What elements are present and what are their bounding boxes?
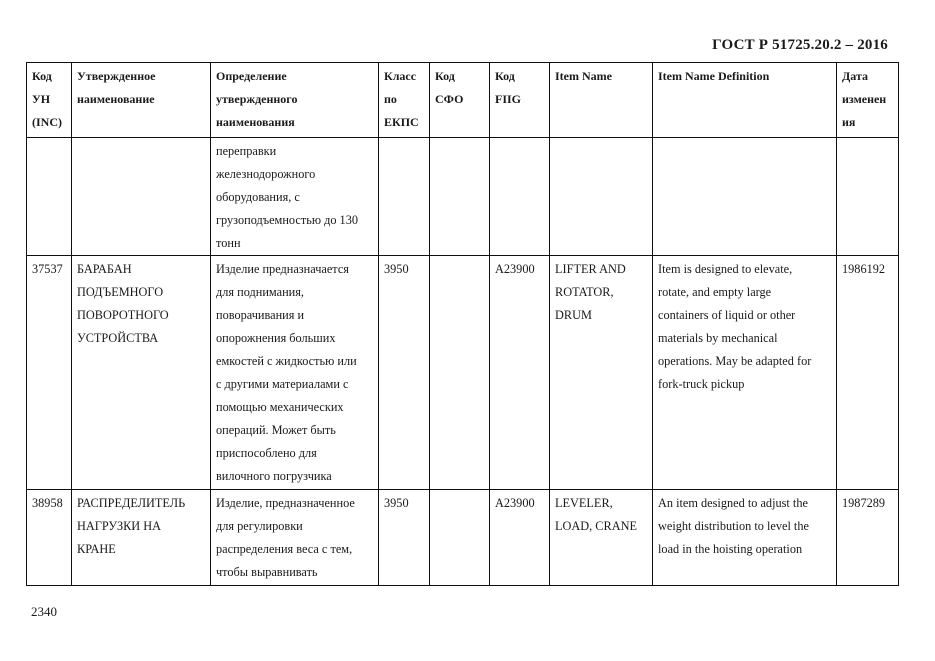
cell-inc-code bbox=[27, 256, 72, 490]
document-standard-title: ГОСТ Р 51725.20.2 – 2016 bbox=[712, 37, 888, 53]
cell-text-line: наименование bbox=[77, 92, 155, 106]
cell-item-definition bbox=[653, 490, 837, 586]
classification-table bbox=[26, 62, 899, 586]
cell-text-line: ROTATOR, bbox=[555, 285, 614, 299]
col-header-item-name bbox=[550, 63, 653, 138]
cell-ekps-class bbox=[379, 256, 430, 490]
cell-text-line: переправки bbox=[216, 144, 277, 158]
cell-text-line: оборудования, с bbox=[216, 190, 300, 204]
cell-text-line: НАГРУЗКИ НА bbox=[77, 519, 162, 533]
table-row bbox=[27, 256, 899, 490]
cell-inc-code bbox=[27, 490, 72, 586]
cell-text-line: 1987289 bbox=[842, 496, 886, 510]
cell-change-date bbox=[837, 256, 899, 490]
cell-text-line: грузоподъемностью до 130 bbox=[216, 213, 359, 227]
cell-text-line: 38958 bbox=[32, 496, 63, 510]
cell-text-line: 37537 bbox=[32, 262, 63, 276]
cell-change-date bbox=[837, 490, 899, 586]
cell-definition bbox=[211, 256, 379, 490]
cell-text-line: (INC) bbox=[32, 115, 62, 129]
cell-text-line: с другими материалами с bbox=[216, 377, 349, 391]
cell-ekps-class bbox=[379, 138, 430, 256]
cell-text-line: приспособлено для bbox=[216, 446, 317, 460]
cell-text-line: weight distribution to level the bbox=[658, 519, 809, 533]
cell-text-line: для поднимания, bbox=[216, 285, 304, 299]
col-header-definition bbox=[211, 63, 379, 138]
cell-text-line: Определение bbox=[216, 69, 287, 83]
cell-text-line: УСТРОЙСТВА bbox=[77, 331, 159, 345]
cell-inc-code bbox=[27, 138, 72, 256]
cell-text-line: 3950 bbox=[384, 496, 409, 510]
cell-text-line: УН bbox=[32, 92, 51, 106]
cell-text-line: распределения веса с тем, bbox=[216, 542, 353, 556]
cell-text-line: LOAD, CRANE bbox=[555, 519, 637, 533]
cell-text-line: поворачивания и bbox=[216, 308, 305, 322]
cell-text-line: Утвержденное bbox=[77, 69, 156, 83]
col-header-item-definition bbox=[653, 63, 837, 138]
cell-text-line: LIFTER AND bbox=[555, 262, 626, 276]
page-number: 2340 bbox=[31, 604, 57, 619]
cell-definition bbox=[211, 138, 379, 256]
col-header-fiig-code bbox=[490, 63, 550, 138]
cell-sfo-code bbox=[430, 490, 490, 586]
cell-text-line: 1986192 bbox=[842, 262, 886, 276]
cell-text-line: изменен bbox=[842, 92, 887, 106]
cell-text-line: DRUM bbox=[555, 308, 592, 322]
cell-text-line: Item is designed to elevate, bbox=[658, 262, 793, 276]
cell-ekps-class bbox=[379, 490, 430, 586]
cell-text-line: operations. May be adapted for bbox=[658, 354, 812, 368]
cell-text-line: An item designed to adjust the bbox=[658, 496, 808, 510]
cell-text-line: ия bbox=[842, 115, 856, 129]
cell-text-line: РАСПРЕДЕЛИТЕЛЬ bbox=[77, 496, 186, 510]
cell-text-line: тонн bbox=[216, 236, 241, 250]
cell-approved-name bbox=[72, 490, 211, 586]
cell-text-line: железнодорожного bbox=[216, 167, 316, 181]
col-header-inc-code bbox=[27, 63, 72, 138]
cell-text-line: A23900 bbox=[495, 496, 535, 510]
cell-text-line: опорожнения больших bbox=[216, 331, 336, 345]
cell-text-line: БАРАБАН bbox=[77, 262, 132, 276]
cell-text-line: FIIG bbox=[495, 92, 522, 106]
cell-fiig-code bbox=[490, 256, 550, 490]
table-header-row bbox=[27, 63, 899, 138]
cell-text-line: помощью механических bbox=[216, 400, 344, 414]
cell-text-line: Дата bbox=[842, 69, 868, 83]
cell-text-line: Код bbox=[435, 69, 455, 83]
cell-change-date bbox=[837, 138, 899, 256]
cell-text-line: Изделие, предназначенное bbox=[216, 496, 355, 510]
cell-text-line: 3950 bbox=[384, 262, 409, 276]
cell-text-line: операций. Может быть bbox=[216, 423, 336, 437]
cell-text-line: ЕКПС bbox=[384, 115, 419, 129]
cell-item-definition bbox=[653, 256, 837, 490]
cell-sfo-code bbox=[430, 138, 490, 256]
cell-text-line: вилочного погрузчика bbox=[216, 469, 332, 483]
table-row bbox=[27, 490, 899, 586]
col-header-ekps-class bbox=[379, 63, 430, 138]
cell-text-line: утвержденного bbox=[216, 92, 298, 106]
cell-text-line: Изделие предназначается bbox=[216, 262, 349, 276]
cell-text-line: по bbox=[384, 92, 397, 106]
cell-text-line: СФО bbox=[435, 92, 464, 106]
cell-text-line: емкостей с жидкостью или bbox=[216, 354, 357, 368]
cell-text-line: A23900 bbox=[495, 262, 535, 276]
cell-item-definition bbox=[653, 138, 837, 256]
cell-text-line: materials by mechanical bbox=[658, 331, 778, 345]
cell-sfo-code bbox=[430, 256, 490, 490]
cell-item-name bbox=[550, 256, 653, 490]
cell-text-line: rotate, and empty large bbox=[658, 285, 772, 299]
col-header-approved-name bbox=[72, 63, 211, 138]
cell-text-line: load in the hoisting operation bbox=[658, 542, 803, 556]
cell-text-line: наименования bbox=[216, 115, 295, 129]
cell-text-line: для регулировки bbox=[216, 519, 303, 533]
cell-text-line: LEVELER, bbox=[555, 496, 613, 510]
cell-text-line: чтобы выравнивать bbox=[216, 565, 318, 579]
cell-definition bbox=[211, 490, 379, 586]
cell-fiig-code bbox=[490, 138, 550, 256]
cell-approved-name bbox=[72, 256, 211, 490]
cell-text-line: КРАНЕ bbox=[77, 542, 116, 556]
col-header-change-date bbox=[837, 63, 899, 138]
cell-text-line: ПОДЪЕМНОГО bbox=[77, 285, 164, 299]
cell-approved-name bbox=[72, 138, 211, 256]
cell-text-line: Код bbox=[32, 69, 52, 83]
cell-text-line: ПОВОРОТНОГО bbox=[77, 308, 169, 322]
cell-item-name bbox=[550, 138, 653, 256]
cell-item-name bbox=[550, 490, 653, 586]
cell-text-line: fork-truck pickup bbox=[658, 377, 745, 391]
cell-text-line: Класс bbox=[384, 69, 417, 83]
cell-text-line: containers of liquid or other bbox=[658, 308, 796, 322]
cell-fiig-code bbox=[490, 490, 550, 586]
cell-text-line: Item Name Definition bbox=[658, 69, 770, 83]
cell-text-line: Код bbox=[495, 69, 515, 83]
col-header-sfo-code bbox=[430, 63, 490, 138]
table-row bbox=[27, 138, 899, 256]
cell-text-line: Item Name bbox=[555, 69, 612, 83]
